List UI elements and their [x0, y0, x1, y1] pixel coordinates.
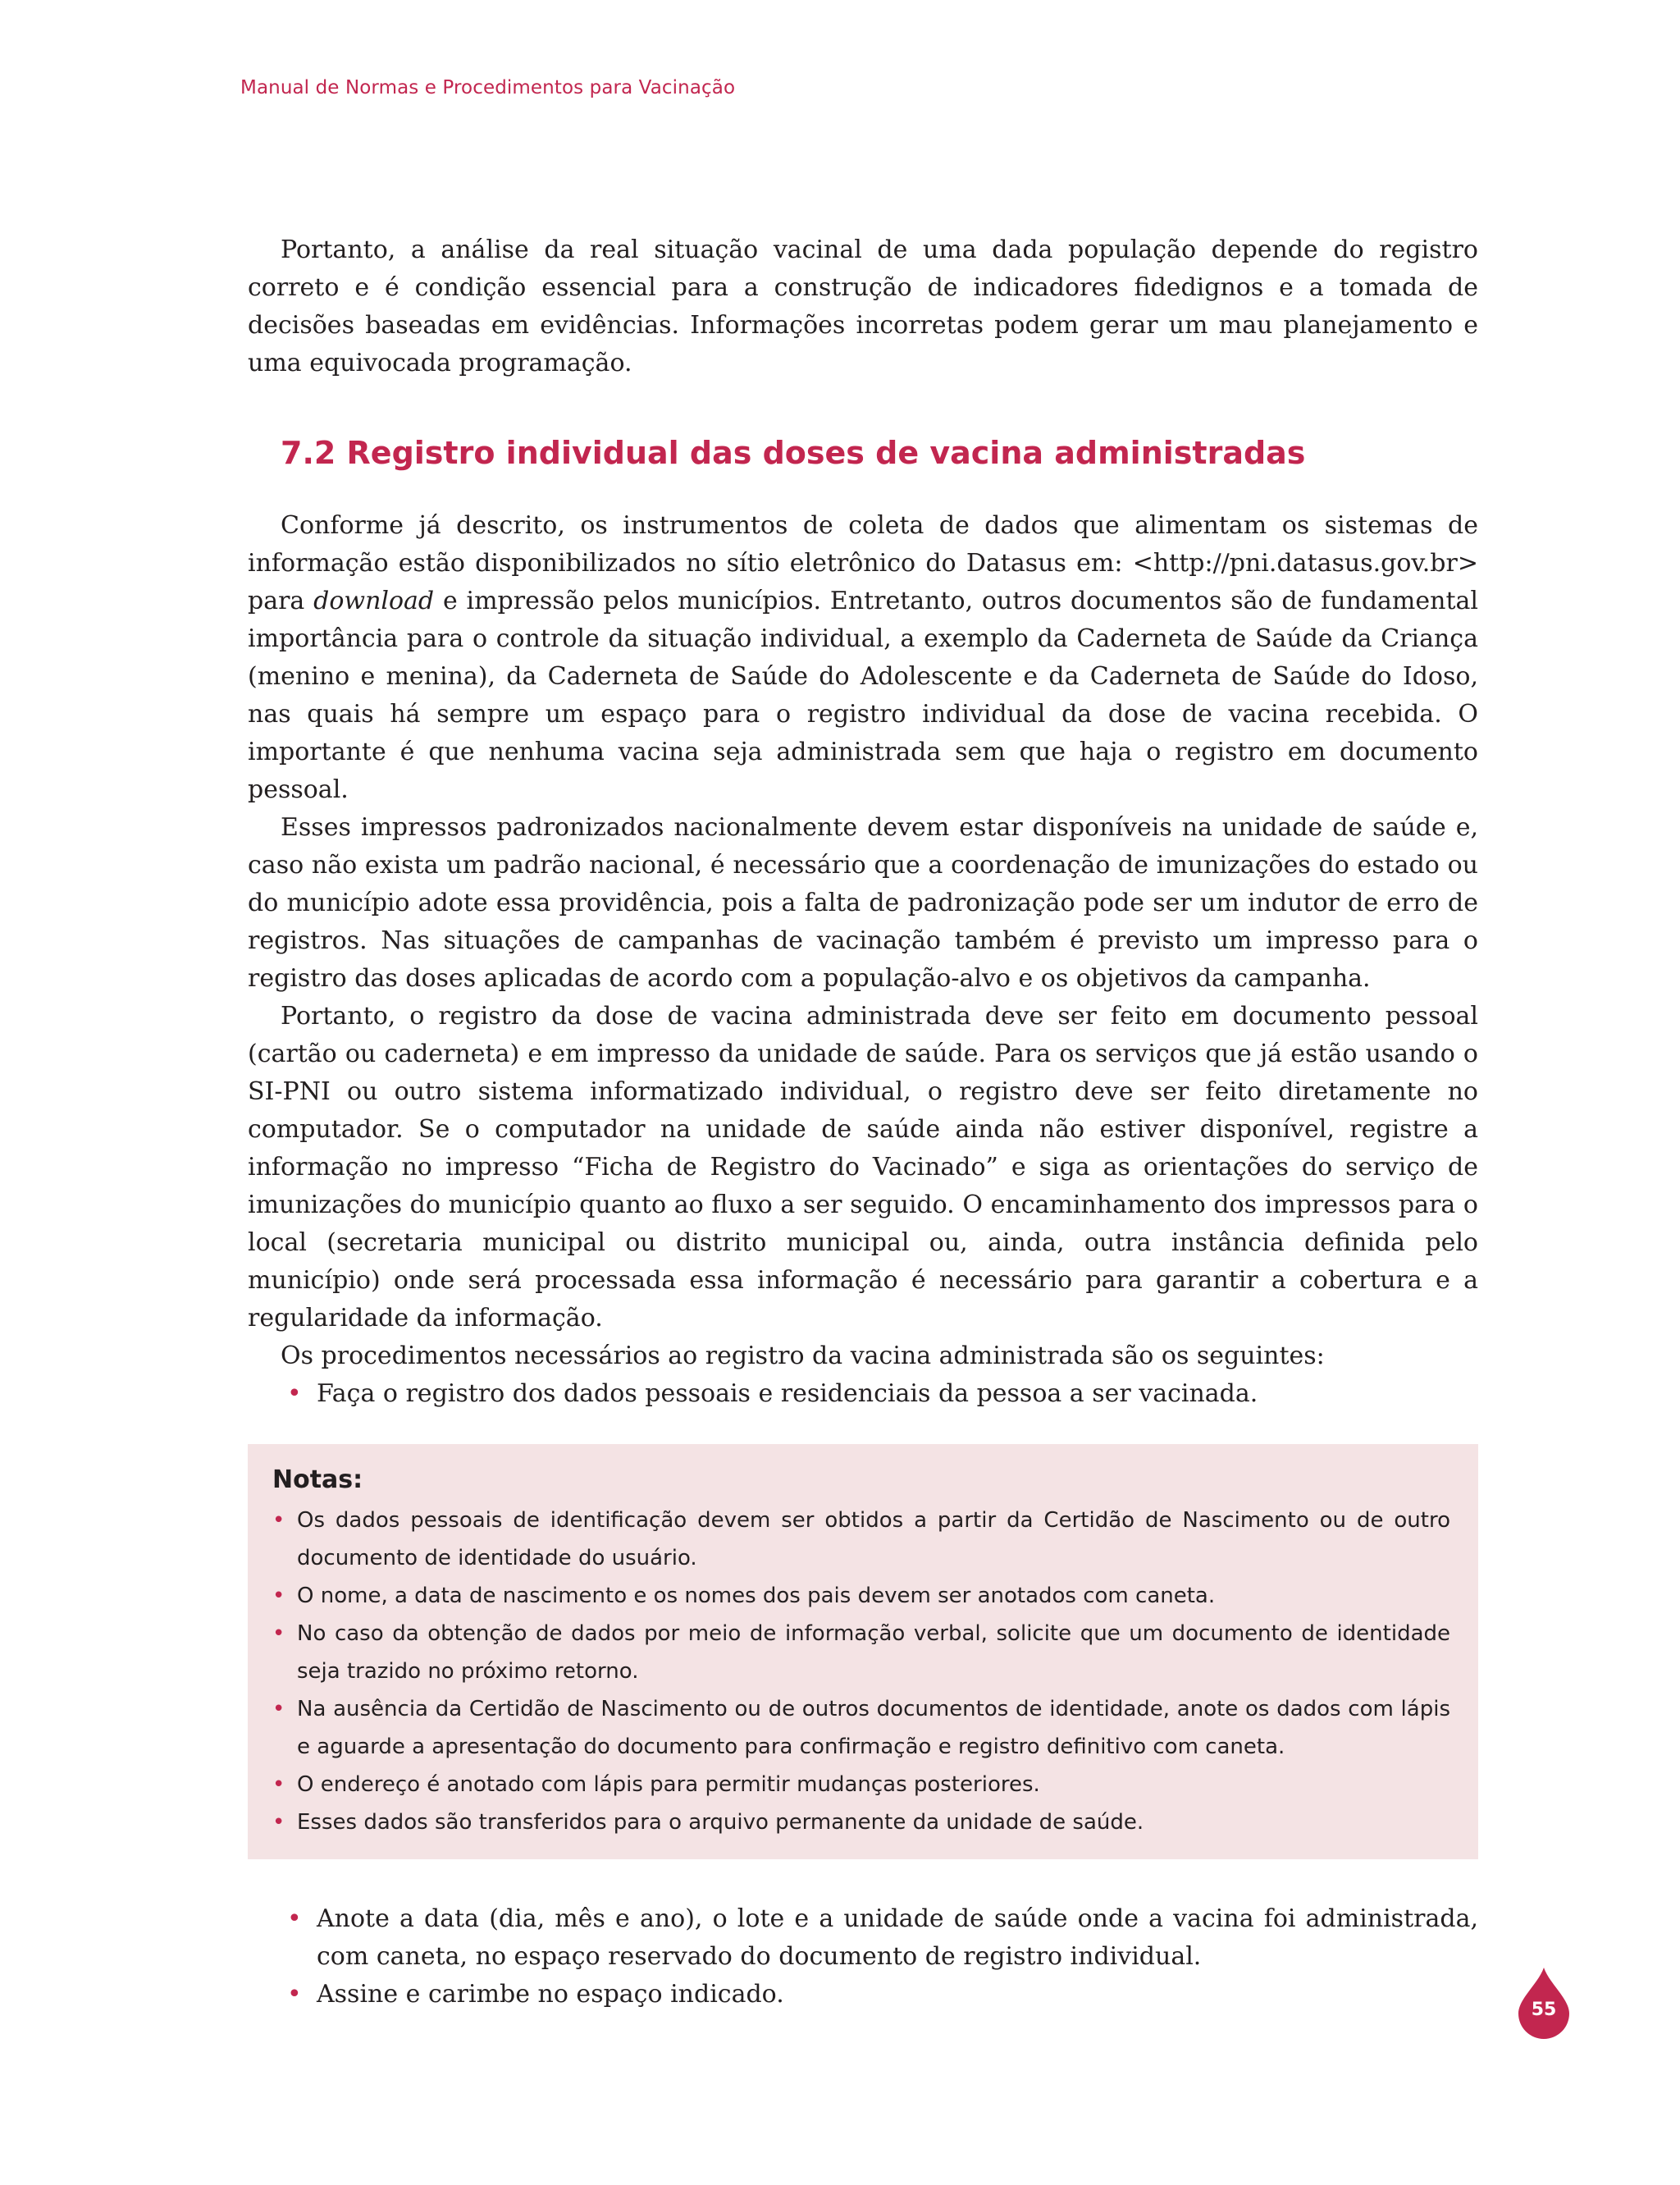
bullet-icon: • [272, 1508, 285, 1533]
note-text: Os dados pessoais de identificação devem ser obtidos a partir da Certidão de Nascimento ou de outro documento de identidade do usuário. [297, 1508, 1450, 1570]
note-item [272, 1690, 1450, 1766]
note-text: O nome, a data de nascimento e os nomes dos pais devem ser anotados com caneta. [297, 1584, 1216, 1608]
bullet-icon: • [272, 1772, 285, 1797]
running-header: Manual de Normas e Procedimentos para Vacinação [240, 77, 736, 98]
paragraph-3: Portanto, o registro da dose de vacina administrada deve ser feito em documento pessoal (cartão ou caderneta) e em impresso da unidade de saúde. Para os serviços que já estão usando o SI-PNI ou outro sistema informatizado individual, o registro deve ser feito diretamente no computador. Se o computador na unidade de saúde ainda não estiver disponível, registre a informação no impresso “Ficha de Registro do Vacinado” e siga as orientações do serviço de imunizações do município quanto ao fluxo a ser seguido. O encaminhamento dos impressos para o local (secretaria municipal ou distrito municipal ou, ainda, outra instância definida pelo município) onde será processada essa informação é necessário para garantir a cobertura e a regularidade da informação. [248, 1002, 1478, 1332]
note-item [272, 1766, 1450, 1803]
list-item-text: Anote a data (dia, mês e ano), o lote e a unidade de saúde onde a vacina foi administrada, com caneta, no espaço reservado do documento de registro individual. [317, 1904, 1478, 1971]
page-number: 55 [1531, 2000, 1557, 2020]
note-item [272, 1803, 1450, 1841]
notes-box [248, 1444, 1478, 1859]
note-text: O endereço é anotado com lápis para permitir mudanças posteriores. [297, 1772, 1040, 1797]
note-text: No caso da obtenção de dados por meio de informação verbal, solicite que um documento de identidade seja trazido no próximo retorno. [297, 1621, 1450, 1684]
notes-list [272, 1502, 1450, 1841]
page-content [248, 231, 1478, 2014]
paragraph-2: Esses impressos padronizados nacionalmente devem estar disponíveis na unidade de saúde e, caso não exista um padrão nacional, é necessário que a coordenação de imunizações do estado ou do município adote essa providência, pois a falta de padronização pode ser um indutor de erro de registros. Nas situações de campanhas de vacinação também é previsto um impresso para o registro das doses aplicadas de acordo com a população-alvo e os objetivos da campanha. [248, 813, 1478, 993]
procedure-list-1 [248, 1375, 1478, 1413]
paragraph-4: Os procedimentos necessários ao registro da vacina administrada são os seguintes: [281, 1342, 1325, 1370]
note-item [272, 1502, 1450, 1577]
bullet-icon: • [287, 1980, 302, 2009]
list-item-text: Assine e carimbe no espaço indicado. [317, 1980, 784, 2009]
bullet-icon: • [287, 1379, 302, 1408]
bullet-icon: • [272, 1584, 285, 1608]
paragraph-1 [248, 507, 1478, 809]
notes-title: Notas: [272, 1465, 363, 1494]
note-text: Na ausência da Certidão de Nascimento ou de outros documentos de identidade, anote os dados com lápis e aguarde a apresentação do documento para confirmação e registro definitivo com caneta. [297, 1697, 1450, 1759]
paragraph-1-italic: download [313, 587, 435, 615]
procedure-list-2 [248, 1900, 1478, 2014]
list-item [248, 1900, 1478, 1976]
bullet-icon: • [287, 1904, 302, 1933]
bullet-icon: • [272, 1697, 285, 1721]
list-item [248, 1375, 1478, 1413]
note-text: Esses dados são transferidos para o arquivo permanente da unidade de saúde. [297, 1810, 1144, 1835]
paragraph-1-after: e impressão pelos municípios. Entretanto, outros documentos são de fundamental importância para o controle da situação individual, a exemplo da Caderneta de Saúde da Criança (menino e menina), da Caderneta de Saúde do Adolescente e da Caderneta de Saúde do Idoso, nas quais há sempre um espaço para o registro individual da dose de vacina recebida. O importante é que nenhuma vacina seja administrada sem que haja o registro em documento pessoal. [248, 587, 1478, 804]
bullet-icon: • [272, 1810, 285, 1835]
list-item-text: Faça o registro dos dados pessoais e residenciais da pessoa a ser vacinada. [317, 1379, 1258, 1408]
bullet-icon: • [272, 1621, 285, 1646]
section-title: 7.2 Registro individual das doses de vacina administradas [281, 435, 1306, 471]
note-item [272, 1577, 1450, 1615]
paragraph-1-before: Conforme já descrito, os instrumentos de coleta de dados que alimentam os sistemas de informação estão disponibilizados no sítio eletrônico do Datasus em: <http://pni.datasus.gov.br> para [248, 511, 1478, 615]
note-item [272, 1615, 1450, 1690]
intro-paragraph: Portanto, a análise da real situação vacinal de uma dada população depende do registro correto e é condição essencial para a construção de indicadores fidedignos e a tomada de decisões baseadas em evidências. Informações incorretas podem gerar um mau planejamento e uma equivocada programação. [248, 235, 1478, 377]
list-item [248, 1976, 1478, 2014]
